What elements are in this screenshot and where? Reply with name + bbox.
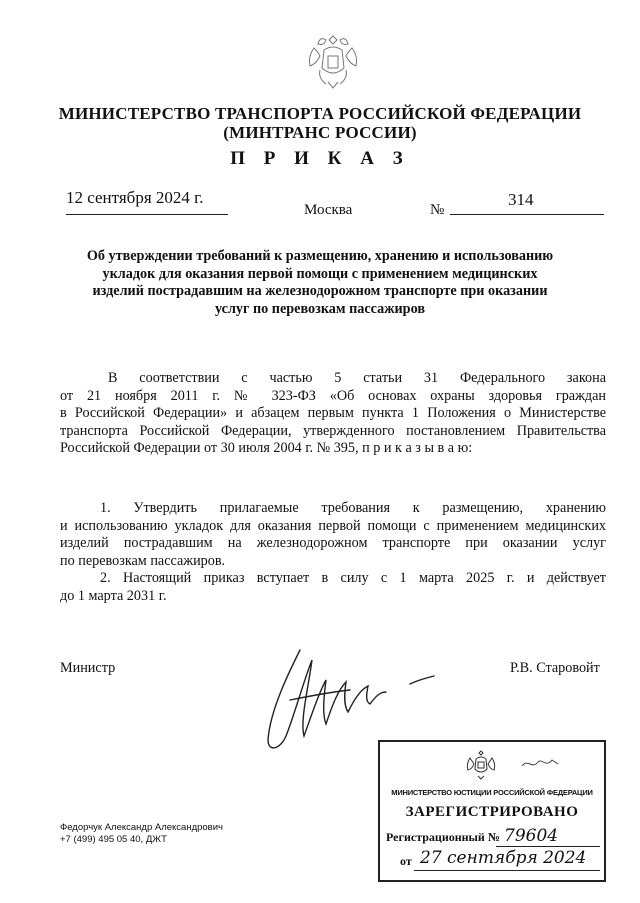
stamp-scribble-icon: [520, 754, 560, 774]
stamp-emblem-icon: [464, 748, 498, 782]
paragraph-line: изделий пострадавшим на железнодорожном транспорте при оказании услуг: [60, 535, 606, 551]
signatory-position: Министр: [60, 660, 116, 676]
order-city: Москва: [304, 202, 353, 218]
paragraph-line: до 1 марта 2031 г.: [60, 587, 167, 604]
subject-line: изделий пострадавшим на железнодорожном транспорте при оказании: [92, 283, 548, 300]
stamp-reg-label: Регистрационный №: [386, 830, 500, 844]
executor-phone: +7 (499) 495 05 40, ДЖТ: [60, 834, 167, 845]
ministry-short-name: (МИНТРАНС РОССИИ): [223, 123, 417, 142]
item-1-paragraph: [60, 500, 606, 570]
document-type: П Р И К А З: [230, 148, 410, 169]
paragraph-line: 2. Настоящий приказ вступает в силу с 1 марта 2025 г. и действует: [100, 570, 606, 586]
item-2-paragraph: [60, 570, 606, 605]
state-emblem-icon: [302, 30, 364, 92]
stamp-date-prefix: от: [400, 854, 412, 868]
number-sign: №: [430, 202, 445, 218]
stamp-reg-number: 79604: [504, 826, 559, 846]
stamp-date-underline: [414, 870, 600, 871]
preamble-paragraph: [60, 370, 606, 458]
paragraph-line: в Российской Федерации» и абзацем первым пункта 1 Положения о Министерстве: [60, 405, 606, 421]
paragraph-line: 1. Утвердить прилагаемые требования к размещению, хранению: [100, 500, 606, 516]
stamp-date: 27 сентября 2024: [420, 848, 587, 868]
order-date: 12 сентября 2024 г.: [66, 188, 204, 207]
stamp-ministry: МИНИСТЕРСТВО ЮСТИЦИИ РОССИЙСКОЙ ФЕДЕРАЦИИ: [391, 788, 593, 797]
order-subject: [72, 248, 568, 318]
number-underline: [450, 214, 604, 215]
ministry-name: МИНИСТЕРСТВО ТРАНСПОРТА РОССИЙСКОЙ ФЕДЕРАЦИИ: [58, 104, 582, 123]
stamp-reg-underline: [496, 846, 600, 847]
ministry-header: [40, 104, 600, 142]
paragraph-line: от 21 ноября 2011 г. № 323-ФЗ «Об основах охраны здоровья граждан: [60, 387, 606, 404]
subject-line: услуг по перевозкам пассажиров: [215, 300, 425, 317]
registration-stamp: [378, 740, 606, 882]
executor-info: [60, 822, 223, 846]
subject-line: укладок для оказания первой помощи с применением медицинских: [102, 265, 538, 282]
signatory-name: Р.В. Старовойт: [510, 660, 600, 676]
paragraph-line: по перевозкам пассажиров.: [60, 552, 226, 569]
date-underline: [66, 214, 228, 215]
order-number: 314: [508, 190, 534, 209]
paragraph-line: транспорта Российской Федерации, утвержденного постановлением Правительства: [60, 422, 606, 439]
executor-name: Федорчук Александр Александрович: [60, 822, 223, 833]
subject-line: Об утверждении требований к размещению, хранению и использованию: [86, 248, 554, 264]
paragraph-line: и использованию укладок для оказания первой помощи с применением медицинских: [60, 517, 606, 534]
paragraph-line: В соответствии с частью 5 статьи 31 Федерального закона: [108, 370, 606, 386]
paragraph-line: Российской Федерации от 30 июля 2004 г. № 395, п р и к а з ы в а ю:: [60, 440, 473, 456]
stamp-title: ЗАРЕГИСТРИРОВАНО: [405, 804, 579, 820]
